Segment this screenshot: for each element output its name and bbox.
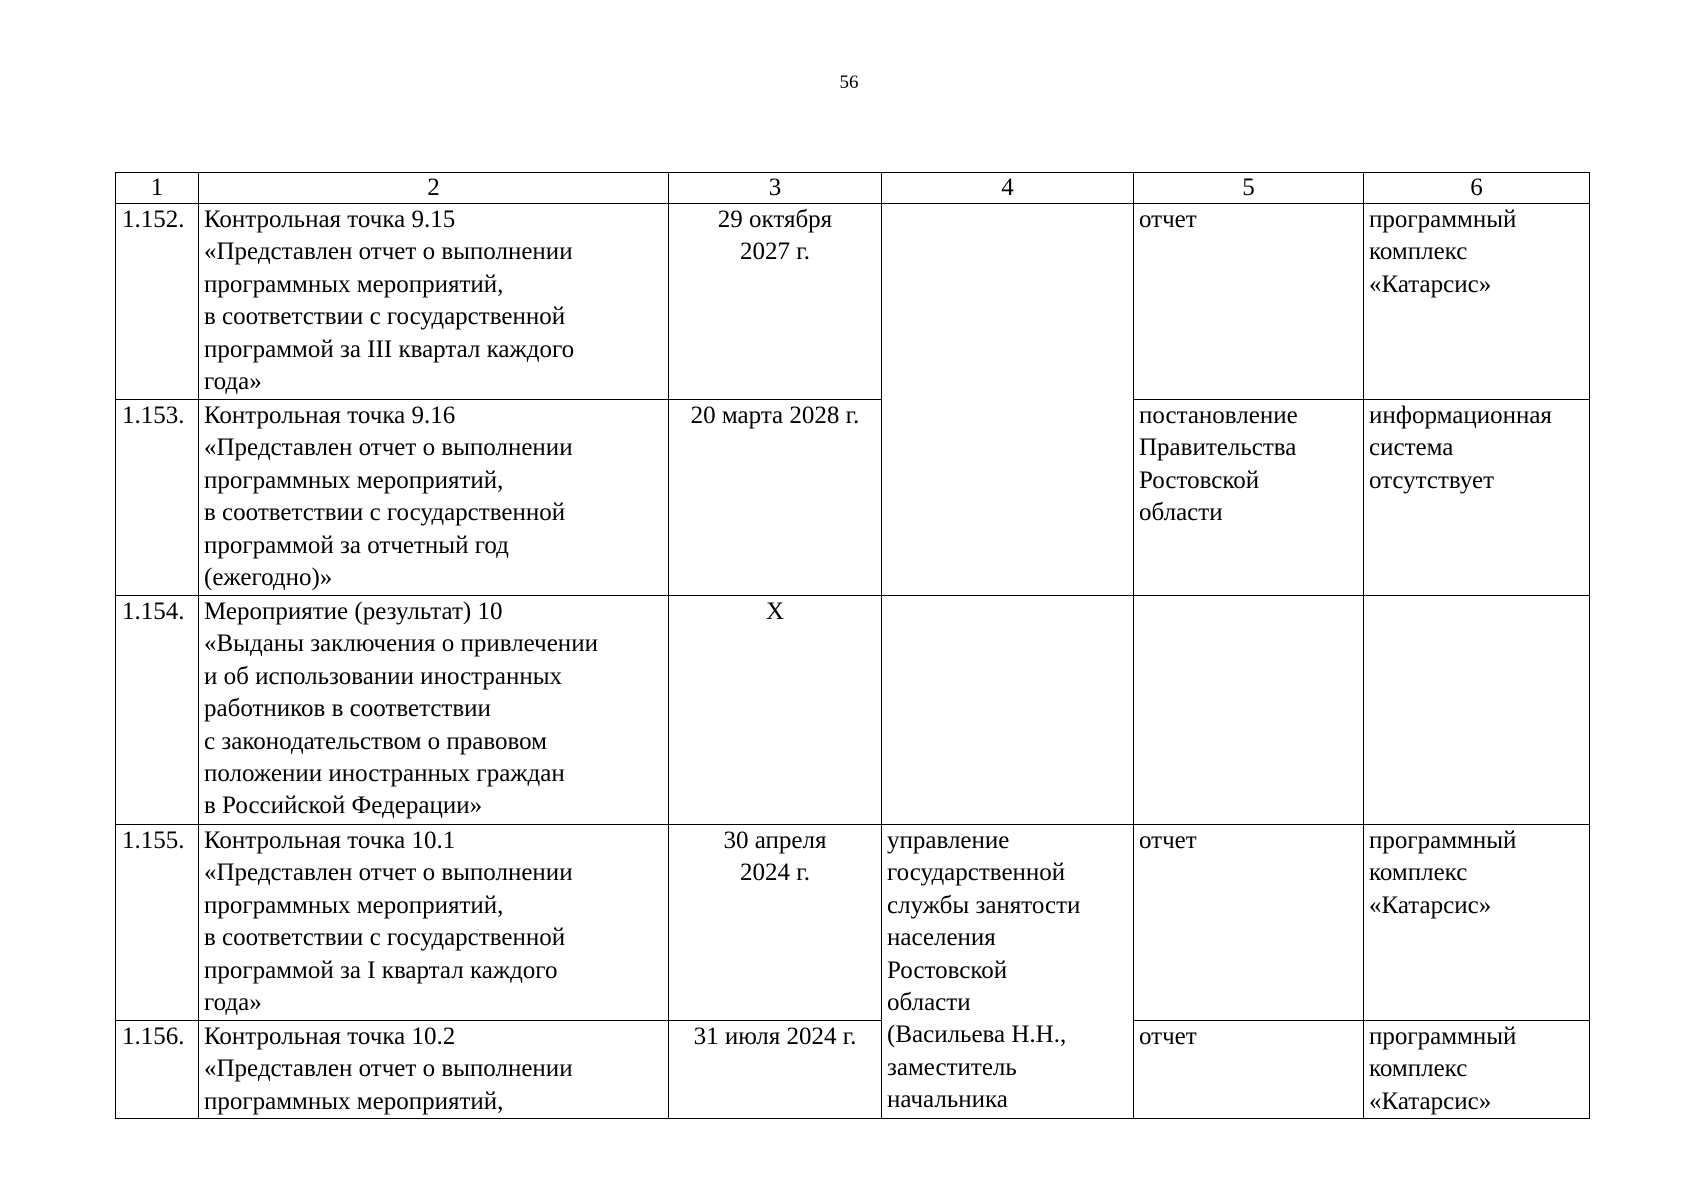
responsible-line: заместитель [887, 1053, 1017, 1081]
date-line: Х [765, 598, 785, 625]
row-responsible [882, 825, 1134, 1119]
document-line: отчет [1139, 1023, 1197, 1050]
system-line: информационная [1369, 402, 1552, 429]
page-number: 56 [839, 72, 859, 93]
title-line: «Представлен отчет о выполнении [204, 859, 573, 887]
system-line: комплекс [1369, 238, 1468, 266]
system-line: программный [1369, 827, 1517, 854]
responsible-line: Ростовской [887, 956, 1008, 984]
title-line: и об использовании иностранных [204, 662, 563, 690]
responsible-line: начальника [887, 1086, 1008, 1114]
row-number: 1.154. [116, 596, 199, 825]
row-date [669, 204, 882, 400]
row-number: 1.156. [116, 1021, 199, 1119]
row-responsible-empty [882, 596, 1134, 825]
document-line: отчет [1139, 206, 1197, 233]
document-line: Ростовской [1139, 466, 1260, 494]
table-row [116, 1021, 1590, 1119]
column-header-3: 3 [669, 173, 882, 204]
title-line: программой за III квартал каждого [204, 335, 575, 363]
title-line: положении иностранных граждан [204, 760, 565, 788]
system-line: программный [1369, 206, 1517, 233]
row-date [669, 1021, 882, 1119]
responsible-line: управление [887, 827, 1010, 854]
table-row [116, 400, 1590, 596]
system-line: «Катарсис» [1369, 891, 1492, 919]
document-line: отчет [1139, 827, 1197, 854]
title-line: программных мероприятий, [204, 1087, 504, 1115]
title-line: в соответствии с государственной [204, 499, 566, 527]
system-line: «Катарсис» [1369, 270, 1492, 298]
column-header-1: 1 [116, 173, 199, 204]
document-table [115, 172, 1590, 1119]
responsible-line: области [887, 989, 971, 1017]
title-line: года» [204, 368, 262, 396]
row-responsible-empty [882, 204, 1134, 596]
document-line: Правительства [1139, 434, 1297, 462]
title-line: программой за I квартал каждого [204, 956, 558, 984]
title-line: года» [204, 989, 262, 1017]
row-document [1134, 400, 1364, 596]
title-line: с законодательством о правовом [204, 727, 548, 755]
title-line: Контрольная точка 10.2 [204, 1023, 456, 1050]
table-row [116, 596, 1590, 825]
row-title [199, 825, 669, 1021]
row-date [669, 825, 882, 1021]
responsible-line: государственной [887, 859, 1066, 887]
title-line: в соответствии с государственной [204, 924, 566, 952]
column-header-2: 2 [199, 173, 669, 204]
title-line: «Представлен отчет о выполнении [204, 1055, 573, 1083]
document-line: постановление [1139, 402, 1298, 429]
title-line: программных мероприятий, [204, 466, 504, 494]
title-line: Мероприятие (результат) 10 [204, 598, 503, 625]
row-date [669, 596, 882, 825]
row-document [1134, 1021, 1364, 1119]
row-system [1364, 400, 1590, 596]
column-header-4: 4 [882, 173, 1134, 204]
document-line: области [1139, 499, 1223, 527]
date-line: 20 марта 2028 г. [690, 402, 860, 429]
row-document [1134, 204, 1364, 400]
title-line: Контрольная точка 10.1 [204, 827, 456, 854]
responsible-line: населения [887, 924, 996, 952]
responsible-line: (Васильева Н.Н., [887, 1021, 1067, 1049]
row-system [1364, 1021, 1590, 1119]
system-line: комплекс [1369, 859, 1468, 887]
system-line: «Катарсис» [1369, 1087, 1492, 1115]
title-line: работников в соответствии [204, 695, 491, 723]
table-header-row [116, 173, 1590, 204]
row-system [1364, 204, 1590, 400]
table-row [116, 825, 1590, 1021]
title-line: программой за отчетный год [204, 531, 509, 559]
row-system-empty [1364, 596, 1590, 825]
row-document [1134, 825, 1364, 1021]
date-line: 2024 г. [740, 859, 810, 887]
title-line: «Выданы заключения о привлечении [204, 630, 598, 658]
title-line: Контрольная точка 9.16 [204, 402, 456, 429]
row-system [1364, 825, 1590, 1021]
title-line: «Представлен отчет о выполнении [204, 434, 573, 462]
row-number: 1.155. [116, 825, 199, 1021]
row-number: 1.152. [116, 204, 199, 400]
column-header-6: 6 [1364, 173, 1590, 204]
row-document-empty [1134, 596, 1364, 825]
responsible-line: службы занятости [887, 891, 1081, 919]
date-line: 29 октября [717, 206, 833, 233]
title-line: программных мероприятий, [204, 891, 504, 919]
column-header-5: 5 [1134, 173, 1364, 204]
row-title [199, 1021, 669, 1119]
row-number: 1.153. [116, 400, 199, 596]
system-line: программный [1369, 1023, 1517, 1050]
title-line: в соответствии с государственной [204, 303, 566, 331]
title-line: Контрольная точка 9.15 [204, 206, 456, 233]
row-title [199, 400, 669, 596]
row-title [199, 204, 669, 400]
system-line: комплекс [1369, 1055, 1468, 1083]
system-line: отсутствует [1369, 466, 1495, 494]
row-title [199, 596, 669, 825]
system-line: система [1369, 434, 1454, 462]
row-date [669, 400, 882, 596]
title-line: (ежегодно)» [204, 564, 333, 592]
title-line: «Представлен отчет о выполнении [204, 238, 573, 266]
date-line: 30 апреля [723, 827, 827, 854]
date-line: 31 июля 2024 г. [693, 1023, 857, 1050]
title-line: в Российской Федерации» [204, 792, 483, 820]
table-row [116, 204, 1590, 400]
date-line: 2027 г. [740, 238, 810, 266]
title-line: программных мероприятий, [204, 270, 504, 298]
